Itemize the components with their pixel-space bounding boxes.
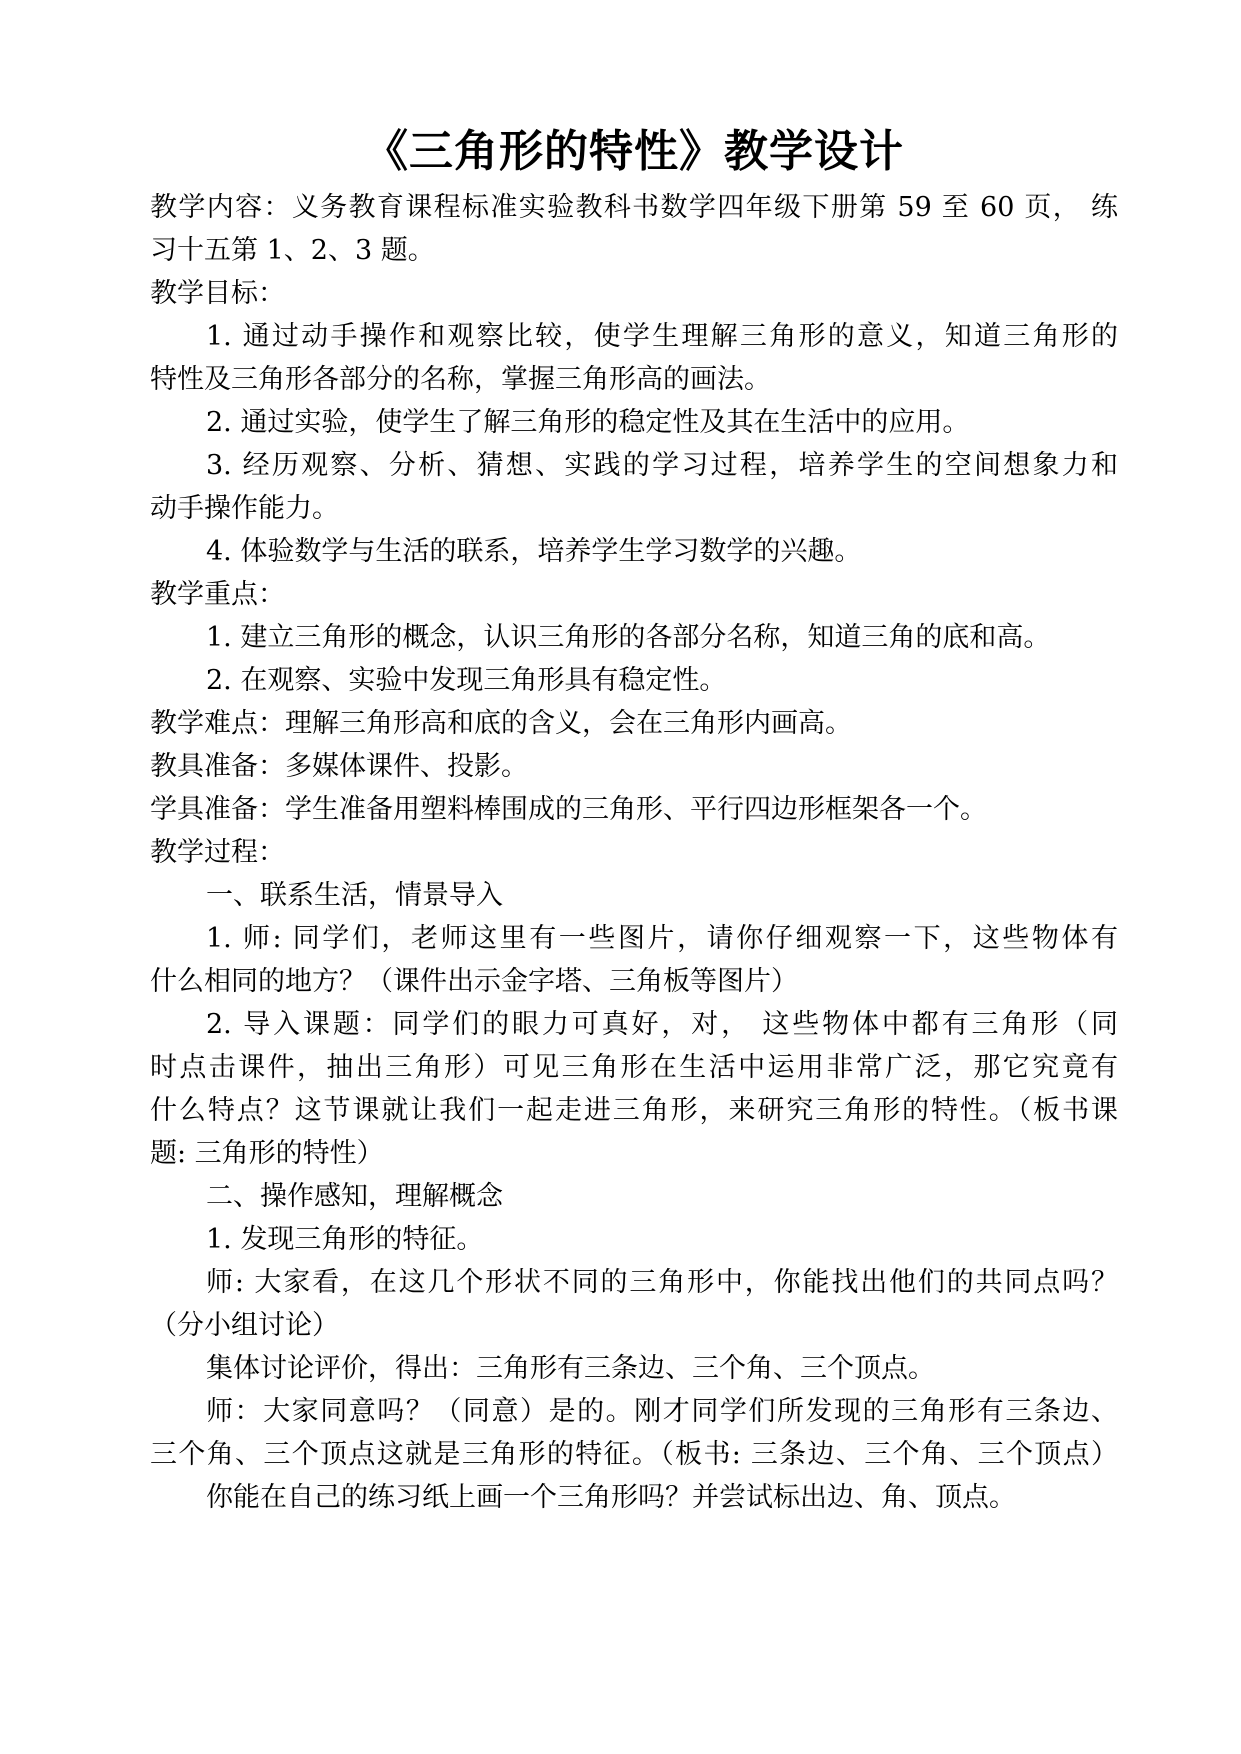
text-line: 2. 在观察、实验中发现三角形具有稳定性。	[206, 665, 727, 696]
text-line: 特性及三角形各部分的名称，掌握三角形高的画法。	[150, 364, 771, 395]
text-line: 什么相同的地方？（课件出示金字塔、三角板等图片）	[150, 966, 798, 997]
subsection-heading: 一、联系生活，情景导入	[206, 880, 503, 911]
text-line: 教具准备：多媒体课件、投影。	[150, 751, 528, 782]
text-line: 1. 通过动手操作和观察比较，使学生理解三角形的意义，知道三角形的	[206, 321, 1118, 352]
text-line: 教学内容：义务教育课程标准实验教科书数学四年级下册第 59 至 60 页， 练	[150, 192, 1118, 223]
document-title: 《三角形的特性》教学设计	[364, 126, 904, 177]
text-line: 1. 建立三角形的概念，认识三角形的各部分名称，知道三角的底和高。	[206, 622, 1051, 653]
text-line: 题: 三角形的特性）	[150, 1138, 384, 1169]
text-line: 1. 师: 同学们，老师这里有一些图片，请你仔细观察一下，这些物体有	[206, 923, 1118, 954]
text-line: 集体讨论评价，得出：三角形有三条边、三个角、三个顶点。	[206, 1353, 935, 1384]
text-line: 什么特点？这节课就让我们一起走进三角形，来研究三角形的特性。（板书课	[150, 1095, 1118, 1126]
text-line: 2. 通过实验，使学生了解三角形的稳定性及其在生活中的应用。	[206, 407, 970, 438]
text-line: 3. 经历观察、分析、猜想、实践的学习过程，培养学生的空间想象力和	[206, 450, 1118, 481]
section-heading: 教学目标：	[150, 278, 285, 309]
text-line: 时点击课件，抽出三角形）可见三角形在生活中运用非常广泛，那它究竟有	[150, 1052, 1118, 1083]
document-page	[150, 118, 1118, 1519]
text-line: 1. 发现三角形的特征。	[206, 1224, 484, 1255]
text-line: 2. 导入课题：同学们的眼力可真好，对， 这些物体中都有三角形（同	[206, 1009, 1118, 1040]
section-heading: 教学过程：	[150, 837, 285, 868]
text-line: 三个角、三个顶点这就是三角形的特征。（板书: 三条边、三个角、三个顶点）	[150, 1439, 1118, 1470]
text-line: 教学难点：理解三角形高和底的含义，会在三角形内画高。	[150, 708, 852, 739]
text-line: 师：大家同意吗？（同意）是的。刚才同学们所发现的三角形有三条边、	[206, 1396, 1118, 1427]
section-heading: 教学重点：	[150, 579, 285, 610]
subsection-heading: 二、操作感知，理解概念	[206, 1181, 503, 1212]
text-line: 4. 体验数学与生活的联系，培养学生学习数学的兴趣。	[206, 536, 862, 567]
text-line: 你能在自己的练习纸上画一个三角形吗？并尝试标出边、角、顶点。	[206, 1482, 1016, 1513]
text-line: （分小组讨论）	[150, 1310, 339, 1341]
text-line: 学具准备：学生准备用塑料棒围成的三角形、平行四边形框架各一个。	[150, 794, 987, 825]
text-line: 动手操作能力。	[150, 493, 339, 524]
text-line: 习十五第 1、2、3 题。	[150, 235, 435, 266]
text-line: 师: 大家看，在这几个形状不同的三角形中，你能找出他们的共同点吗？	[206, 1267, 1118, 1298]
